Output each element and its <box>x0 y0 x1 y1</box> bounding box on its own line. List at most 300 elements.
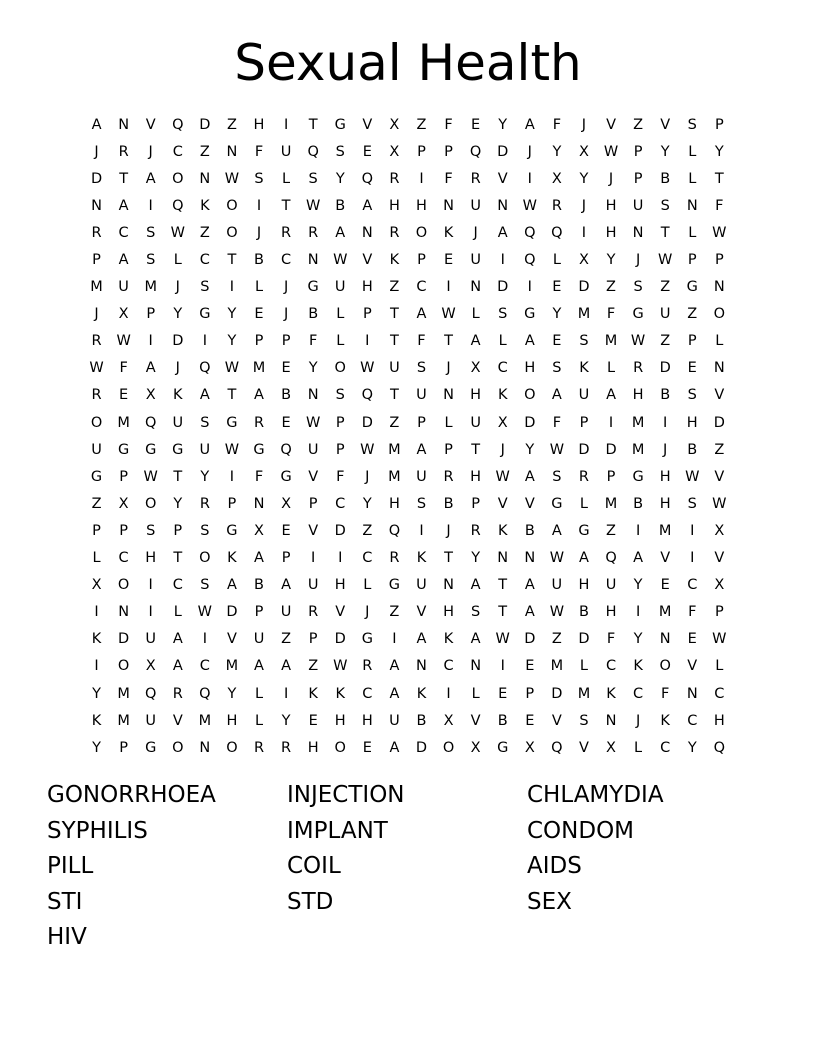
grid-letter: T <box>714 170 724 187</box>
grid-letter: U <box>280 604 292 621</box>
grid-letter: C <box>199 658 210 675</box>
grid-letter: H <box>632 387 644 404</box>
grid-letter: I <box>527 170 532 187</box>
grid-letter: A <box>145 360 156 377</box>
grid-letter: P <box>119 522 128 539</box>
grid-letter: Y <box>714 143 724 160</box>
grid-letter: A <box>254 658 264 675</box>
grid-letter: R <box>172 685 183 702</box>
grid-letter: D <box>118 631 130 648</box>
grid-letter: H <box>470 468 482 485</box>
grid-letter: S <box>308 170 318 187</box>
grid-letter: D <box>713 414 725 431</box>
grid-letter: H <box>361 712 373 729</box>
grid-letter: W <box>603 143 619 160</box>
grid-letter: F <box>119 360 128 377</box>
grid-letter: M <box>604 495 618 512</box>
grid-letter: B <box>524 522 535 539</box>
grid-letter: Q <box>388 522 401 539</box>
grid-letter: E <box>362 739 372 756</box>
grid-letter: N <box>497 197 509 214</box>
grid-letter: B <box>660 170 671 187</box>
grid-letter: I <box>148 577 153 594</box>
grid-letter: H <box>686 414 698 431</box>
grid-letter: M <box>388 468 401 485</box>
grid-letter: O <box>90 414 103 431</box>
grid-letter: N <box>443 387 454 404</box>
grid-letter: Q <box>524 252 536 269</box>
grid-letter: W <box>712 631 727 648</box>
grid-letter: R <box>281 224 292 241</box>
grid-letter: E <box>498 685 508 702</box>
grid-letter: H <box>443 604 454 621</box>
grid-letter: I <box>608 414 614 431</box>
grid-letter: U <box>470 252 481 269</box>
grid-letter: V <box>416 604 427 621</box>
grid-letter: H <box>388 495 400 512</box>
grid-letter: I <box>202 631 207 648</box>
grid-letter: G <box>578 522 590 539</box>
grid-letter: V <box>308 522 319 539</box>
grid-letter: O <box>524 387 536 404</box>
grid-letter: S <box>416 360 427 377</box>
grid-letter: E <box>254 306 264 323</box>
grid-letter: I <box>690 550 695 567</box>
grid-letter: W <box>197 604 213 621</box>
grid-letter: H <box>388 197 400 214</box>
grid-letter: L <box>254 712 264 729</box>
grid-letter: L <box>715 658 724 675</box>
grid-letter: Q <box>144 685 157 702</box>
grid-letter: P <box>335 441 345 458</box>
grid-letter: P <box>633 170 643 187</box>
grid-letter: D <box>578 441 590 458</box>
grid-letter: W <box>224 170 240 187</box>
grid-letter: W <box>305 414 321 431</box>
grid-letter: G <box>307 279 319 296</box>
grid-letter: M <box>117 685 130 702</box>
grid-letter: A <box>145 170 156 187</box>
grid-letter: S <box>579 712 589 729</box>
grid-letter: P <box>227 495 237 512</box>
word-list-item: CONDOM <box>527 817 635 844</box>
grid-letter: X <box>118 306 129 323</box>
grid-letter: A <box>389 685 400 702</box>
grid-letter: P <box>173 522 183 539</box>
grid-letter: P <box>687 252 697 269</box>
grid-letter: T <box>119 170 129 187</box>
grid-letter: I <box>392 631 397 648</box>
grid-letter: O <box>226 739 238 756</box>
grid-letter: C <box>443 658 454 675</box>
letter-grid <box>83 111 743 761</box>
grid-letter: V <box>362 252 373 269</box>
grid-letter: H <box>334 712 346 729</box>
grid-letter: G <box>388 577 401 594</box>
grid-letter: D <box>226 604 238 621</box>
grid-letter: N <box>632 224 644 241</box>
grid-letter: A <box>497 224 508 241</box>
grid-letter: P <box>417 143 426 160</box>
grid-letter: Y <box>92 739 101 756</box>
grid-letter: J <box>365 604 370 621</box>
grid-letter: K <box>633 658 643 675</box>
grid-letter: Q <box>361 387 374 404</box>
grid-letter: B <box>497 712 508 729</box>
grid-letter: C <box>497 360 508 377</box>
word-list-item: GONORRHOEA <box>47 782 216 808</box>
grid-letter: K <box>308 685 318 702</box>
grid-letter: Z <box>660 279 671 296</box>
grid-letter: L <box>173 604 182 621</box>
grid-letter: P <box>714 252 724 269</box>
grid-letter: U <box>172 414 184 431</box>
grid-letter: L <box>688 143 697 160</box>
grid-letter: U <box>470 414 481 431</box>
grid-letter: Y <box>281 712 291 729</box>
word-list-item: SEX <box>527 888 572 915</box>
grid-letter: C <box>633 685 644 702</box>
grid-letter: A <box>389 739 400 756</box>
grid-letter: Q <box>361 170 374 187</box>
grid-letter: M <box>550 658 564 675</box>
grid-letter: N <box>443 577 454 594</box>
grid-letter: W <box>224 441 240 458</box>
word-list-item: CHLAMYDIA <box>527 782 664 808</box>
word-list-item: PILL <box>47 853 94 880</box>
grid-letter: H <box>524 360 536 377</box>
grid-letter: U <box>605 577 617 594</box>
grid-letter: E <box>362 143 372 160</box>
grid-letter: R <box>91 387 102 404</box>
grid-letter: V <box>362 116 373 133</box>
grid-letter: T <box>471 441 481 458</box>
grid-letter: Z <box>606 522 616 539</box>
grid-letter: L <box>688 170 697 187</box>
grid-letter: X <box>497 414 508 431</box>
grid-letter: R <box>389 170 400 187</box>
grid-letter: S <box>200 279 210 296</box>
grid-letter: F <box>552 414 562 431</box>
grid-letter: M <box>631 441 645 458</box>
grid-letter: L <box>254 279 264 296</box>
grid-letter: N <box>659 631 671 648</box>
grid-letter: D <box>334 522 346 539</box>
grid-letter: J <box>500 441 505 458</box>
grid-letter: A <box>470 631 481 648</box>
grid-letter: B <box>254 577 264 594</box>
grid-letter: S <box>335 143 345 160</box>
grid-letter: V <box>497 495 508 512</box>
grid-letter: N <box>713 360 725 377</box>
grid-letter: N <box>524 550 536 567</box>
grid-letter: Y <box>227 685 237 702</box>
grid-letter: C <box>118 550 129 567</box>
grid-letter: R <box>91 333 102 350</box>
grid-letter: R <box>633 360 644 377</box>
grid-letter: C <box>687 712 698 729</box>
grid-letter: T <box>173 468 183 485</box>
grid-letter: V <box>714 387 725 404</box>
grid-letter: B <box>281 387 292 404</box>
grid-letter: H <box>226 712 238 729</box>
grid-letter: I <box>283 685 289 702</box>
grid-letter: A <box>362 197 373 214</box>
grid-letter: Z <box>660 333 671 350</box>
grid-letter: A <box>578 550 589 567</box>
grid-letter: Z <box>389 414 400 431</box>
grid-letter: T <box>227 252 237 269</box>
grid-letter: C <box>118 224 129 241</box>
grid-letter: H <box>145 550 157 567</box>
grid-letter: Y <box>200 468 210 485</box>
grid-letter: C <box>199 252 210 269</box>
grid-letter: J <box>527 143 532 160</box>
grid-letter: X <box>91 577 102 594</box>
grid-letter: A <box>416 631 427 648</box>
grid-letter: J <box>663 441 668 458</box>
grid-letter: Y <box>308 360 318 377</box>
grid-letter: K <box>497 387 508 404</box>
grid-letter: N <box>226 143 238 160</box>
grid-letter: A <box>524 468 535 485</box>
grid-letter: T <box>444 333 453 350</box>
grid-letter: Z <box>199 224 210 241</box>
grid-letter: B <box>660 387 671 404</box>
grid-letter: Q <box>551 224 563 241</box>
grid-letter: O <box>144 495 157 512</box>
grid-letter: V <box>470 712 481 729</box>
grid-letter: R <box>118 143 129 160</box>
grid-letter: A <box>335 224 346 241</box>
grid-letter: K <box>660 712 670 729</box>
grid-letter: Y <box>335 170 345 187</box>
grid-letter: P <box>444 441 453 458</box>
grid-letter: N <box>686 685 698 702</box>
grid-letter: P <box>119 468 128 485</box>
grid-letter: G <box>551 495 563 512</box>
grid-letter: G <box>686 279 698 296</box>
grid-letter: I <box>446 279 451 296</box>
grid-letter: V <box>145 116 156 133</box>
word-list-item: INJECTION <box>287 782 405 808</box>
page-title: Sexual Health <box>234 34 582 92</box>
grid-letter: M <box>90 279 103 296</box>
grid-letter: M <box>225 658 239 675</box>
grid-letter: U <box>253 631 265 648</box>
grid-letter: G <box>632 468 644 485</box>
grid-letter: X <box>470 739 481 756</box>
grid-letter: I <box>419 522 424 539</box>
grid-letter: K <box>416 550 427 567</box>
grid-letter: N <box>686 197 698 214</box>
grid-letter: H <box>659 468 671 485</box>
grid-letter: L <box>579 495 588 512</box>
grid-letter: N <box>605 712 617 729</box>
grid-letter: O <box>442 739 455 756</box>
grid-letter: E <box>525 712 535 729</box>
grid-letter: G <box>145 739 157 756</box>
grid-letter: M <box>198 712 212 729</box>
grid-letter: C <box>687 577 698 594</box>
grid-letter: O <box>226 224 238 241</box>
grid-letter: G <box>199 306 211 323</box>
grid-letter: C <box>172 577 183 594</box>
grid-letter: Y <box>552 306 562 323</box>
grid-letter: C <box>362 550 373 567</box>
grid-letter: L <box>634 739 643 756</box>
grid-letter: J <box>608 170 614 187</box>
grid-letter: L <box>471 306 480 323</box>
grid-letter: W <box>441 306 456 323</box>
grid-letter: T <box>444 550 453 567</box>
grid-letter: W <box>143 468 158 485</box>
grid-letter: M <box>117 712 130 729</box>
grid-letter: S <box>200 522 210 539</box>
grid-letter: H <box>334 577 346 594</box>
grid-letter: X <box>145 658 156 675</box>
grid-letter: K <box>91 712 102 729</box>
word-list-item: COIL <box>287 853 341 880</box>
grid-letter: G <box>524 306 536 323</box>
grid-letter: P <box>335 414 345 431</box>
grid-letter: W <box>685 468 700 485</box>
grid-letter: G <box>145 441 157 458</box>
grid-letter: H <box>416 197 427 214</box>
grid-letter: Z <box>416 116 427 133</box>
grid-letter: F <box>336 468 345 485</box>
grid-letter: W <box>360 441 375 458</box>
grid-letter: I <box>94 658 99 675</box>
grid-letter: V <box>687 658 698 675</box>
grid-letter: U <box>118 279 129 296</box>
grid-letter: F <box>661 685 670 702</box>
grid-letter: L <box>336 333 345 350</box>
grid-letter: A <box>281 577 292 594</box>
grid-letter: L <box>363 577 372 594</box>
grid-letter: H <box>470 387 482 404</box>
grid-letter: E <box>471 116 481 133</box>
grid-letter: D <box>497 279 509 296</box>
grid-letter: M <box>658 604 672 621</box>
grid-letter: A <box>524 577 535 594</box>
grid-letter: V <box>660 550 671 567</box>
grid-letter: Y <box>227 333 237 350</box>
grid-letter: P <box>92 252 101 269</box>
grid-letter: J <box>175 360 180 377</box>
grid-letter: W <box>495 468 510 485</box>
grid-letter: N <box>361 224 373 241</box>
grid-letter: Z <box>606 279 616 296</box>
grid-letter: F <box>417 333 426 350</box>
grid-letter: I <box>229 468 235 485</box>
grid-letter: M <box>604 333 618 350</box>
grid-letter: T <box>173 550 183 567</box>
grid-letter: X <box>389 116 400 133</box>
grid-letter: S <box>146 252 156 269</box>
grid-letter: I <box>635 522 641 539</box>
grid-letter: D <box>524 414 536 431</box>
grid-letter: U <box>91 441 102 458</box>
grid-letter: E <box>660 577 670 594</box>
grid-letter: F <box>308 333 318 350</box>
grid-letter: U <box>280 143 292 160</box>
grid-letter: E <box>552 279 562 296</box>
grid-letter: A <box>91 116 102 133</box>
grid-letter: I <box>365 333 370 350</box>
grid-letter: K <box>91 631 102 648</box>
grid-letter: Y <box>687 739 697 756</box>
grid-letter: N <box>199 170 211 187</box>
grid-letter: O <box>334 739 346 756</box>
grid-letter: Y <box>173 306 183 323</box>
grid-letter: Z <box>389 279 400 296</box>
word-list-item: STD <box>287 888 334 915</box>
grid-letter: W <box>712 495 727 512</box>
grid-letter: E <box>281 414 291 431</box>
grid-letter: Z <box>714 441 725 458</box>
grid-letter: E <box>119 387 129 404</box>
grid-letter: G <box>280 468 292 485</box>
grid-letter: K <box>416 685 427 702</box>
grid-letter: Y <box>525 441 535 458</box>
grid-letter: M <box>631 414 645 431</box>
grid-letter: V <box>335 604 346 621</box>
grid-letter: J <box>581 197 587 214</box>
grid-letter: I <box>581 224 587 241</box>
grid-letter: B <box>254 252 264 269</box>
grid-letter: S <box>471 604 481 621</box>
grid-letter: A <box>633 550 644 567</box>
grid-letter: D <box>334 631 346 648</box>
grid-letter: N <box>470 658 482 675</box>
grid-letter: V <box>308 468 319 485</box>
grid-letter: T <box>660 224 670 241</box>
grid-letter: F <box>552 116 562 133</box>
grid-letter: W <box>333 252 348 269</box>
grid-letter: C <box>416 279 427 296</box>
grid-letter: B <box>416 712 427 729</box>
grid-letter: U <box>145 631 156 648</box>
grid-letter: E <box>281 360 291 377</box>
grid-letter: S <box>146 522 156 539</box>
grid-letter: S <box>687 116 697 133</box>
grid-letter: R <box>362 658 373 675</box>
grid-letter: A <box>524 604 535 621</box>
grid-letter: X <box>389 143 400 160</box>
grid-letter: I <box>527 279 532 296</box>
grid-letter: Q <box>551 739 563 756</box>
grid-letter: T <box>498 577 508 594</box>
word-list-item: AIDS <box>527 853 582 880</box>
grid-letter: C <box>660 739 671 756</box>
grid-letter: X <box>470 360 481 377</box>
grid-letter: D <box>551 685 563 702</box>
grid-letter: G <box>226 522 238 539</box>
grid-letter: K <box>606 685 616 702</box>
grid-letter: Y <box>633 577 643 594</box>
grid-letter: Q <box>199 685 211 702</box>
grid-letter: E <box>552 333 562 350</box>
grid-letter: X <box>578 252 589 269</box>
grid-letter: S <box>498 306 508 323</box>
grid-letter: M <box>388 441 401 458</box>
grid-letter: S <box>200 577 210 594</box>
grid-letter: J <box>446 360 451 377</box>
grid-letter: H <box>253 116 265 133</box>
grid-letter: Q <box>605 550 617 567</box>
grid-letter: U <box>307 441 319 458</box>
